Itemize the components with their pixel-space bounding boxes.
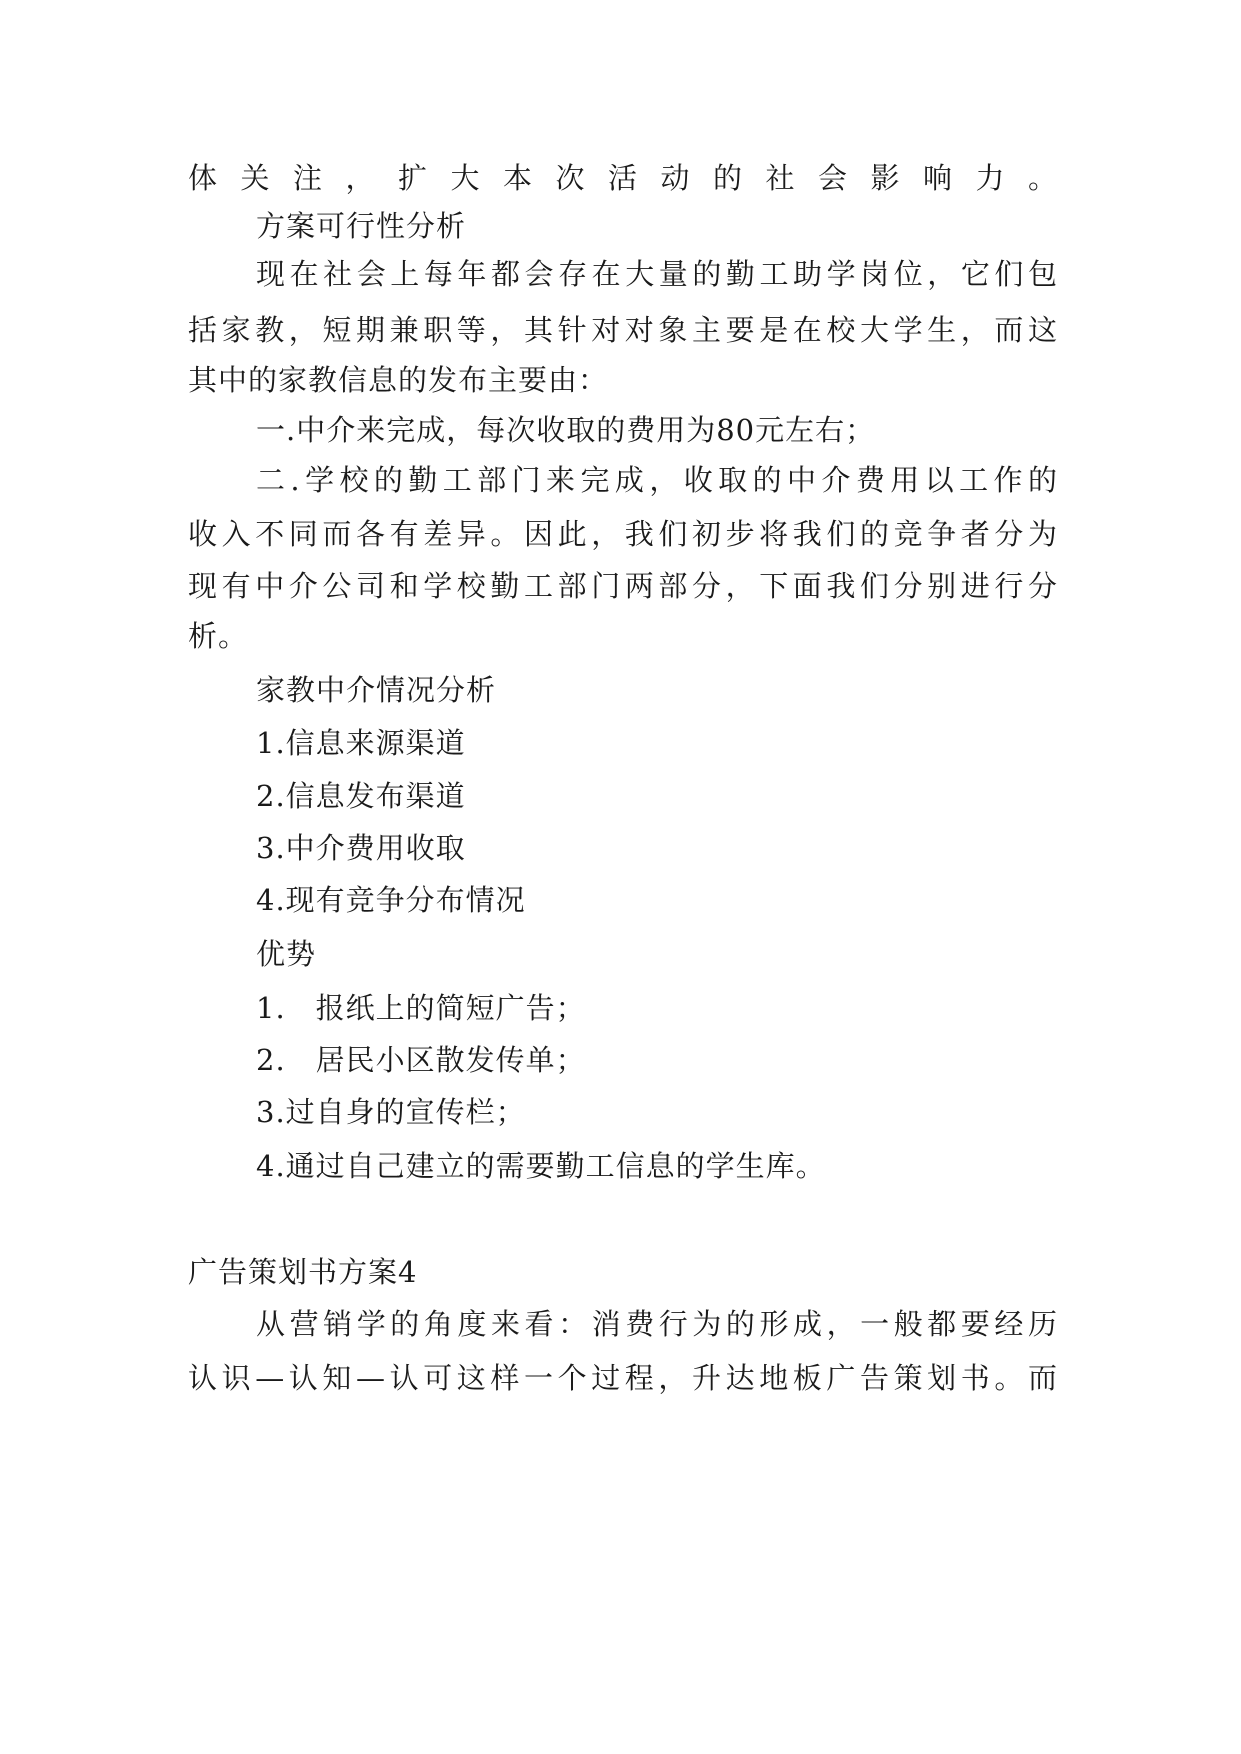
- section-heading: 方案可行性分析: [256, 209, 467, 243]
- list-item: 2.信息发布渠道: [256, 779, 466, 813]
- paragraph-line: 现在社会上每年都会存在大量的勤工助学岗位，它们包: [256, 257, 1058, 291]
- paragraph-line: 其中的家教信息的发布主要由：: [188, 363, 609, 397]
- list-item: 1.信息来源渠道: [256, 726, 466, 760]
- list-item: 3.过自身的宣传栏；: [256, 1095, 526, 1129]
- paragraph-line: 从营销学的角度来看：消费行为的形成，一般都要经历: [256, 1307, 1058, 1341]
- paragraph-line: 体关注，扩大本次活动的社会影响力。: [188, 161, 1058, 195]
- list-item: 4.现有竞争分布情况: [256, 883, 526, 917]
- paragraph-line: 括家教，短期兼职等，其针对对象主要是在校大学生，而这: [188, 313, 1058, 347]
- list-item: 1. 报纸上的简短广告；: [256, 991, 586, 1025]
- list-item: 二.学校的勤工部门来完成，收取的中介费用以工作的: [256, 463, 1058, 497]
- paragraph-line: 析。: [188, 619, 249, 653]
- list-item: 3.中介费用收取: [256, 831, 466, 865]
- list-item: 2. 居民小区散发传单；: [256, 1043, 586, 1077]
- list-item: 一.中介来完成，每次收取的费用为80元左右；: [256, 413, 876, 447]
- section-heading: 优势: [256, 937, 317, 971]
- paragraph-line: 认识—认知—认可这样一个过程，升达地板广告策划书。而: [188, 1361, 1058, 1395]
- section-heading: 家教中介情况分析: [256, 673, 497, 707]
- paragraph-line: 收入不同而各有差异。因此，我们初步将我们的竞争者分为: [188, 517, 1058, 551]
- list-item: 4.通过自己建立的需要勤工信息的学生库。: [256, 1149, 826, 1183]
- paragraph-line: 现有中介公司和学校勤工部门两部分，下面我们分别进行分: [188, 569, 1058, 603]
- chapter-title: 广告策划书方案4: [188, 1255, 418, 1289]
